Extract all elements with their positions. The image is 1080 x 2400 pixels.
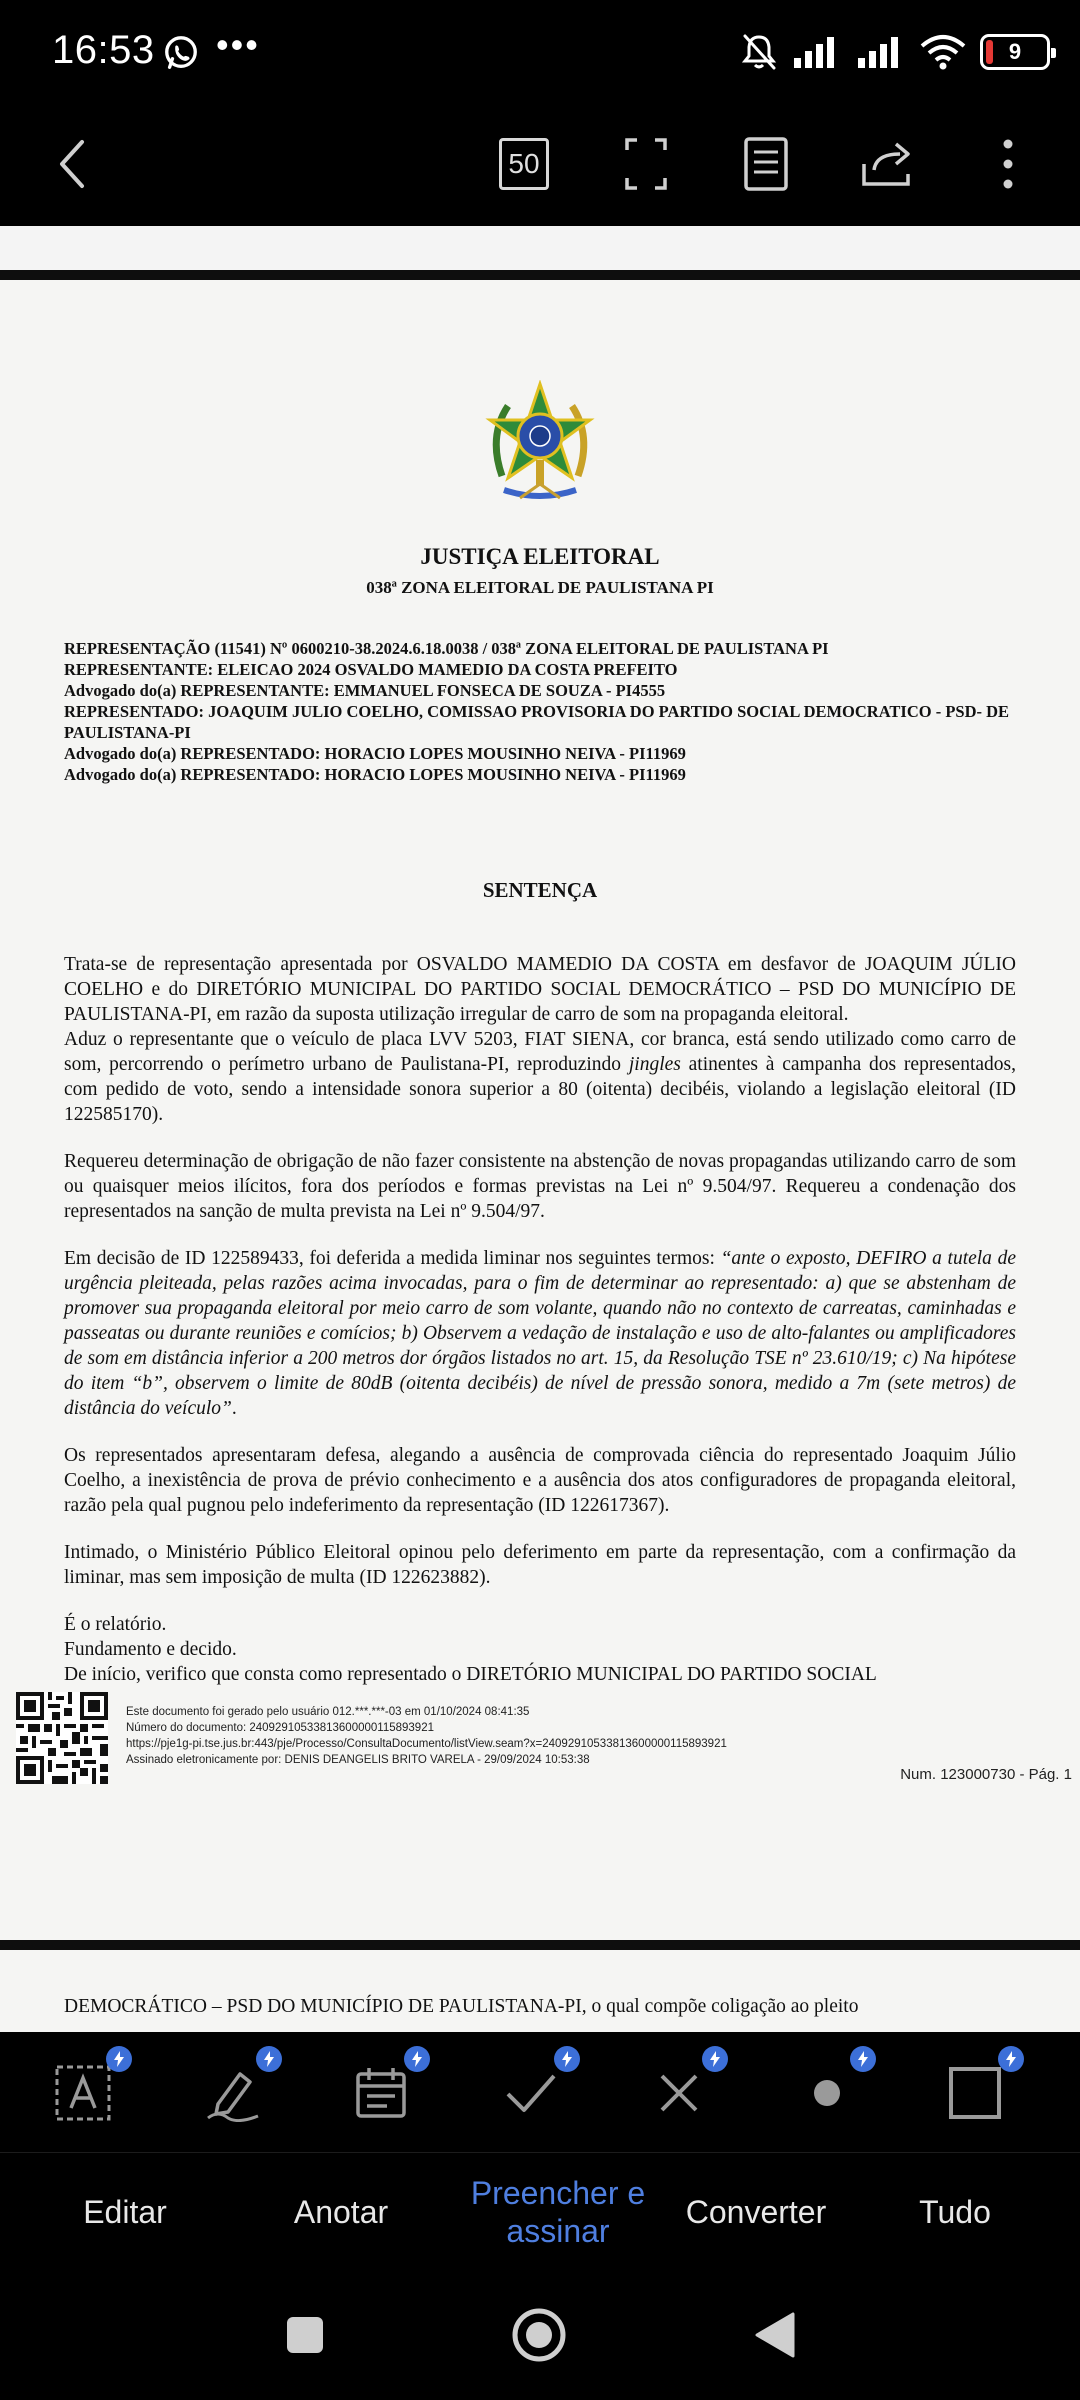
tab-all[interactable]: Tudo	[919, 2194, 991, 2230]
recents-square-icon	[285, 2315, 325, 2355]
tab-annotate[interactable]: Anotar	[293, 2194, 389, 2230]
fullscreen-icon	[623, 136, 669, 192]
previous-page-edge	[0, 226, 1080, 270]
system-nav-bar	[0, 2270, 1080, 2400]
status-time: 16:53	[52, 28, 155, 72]
whatsapp-icon	[162, 34, 200, 72]
battery-icon	[980, 34, 1050, 70]
more-options-button[interactable]	[972, 128, 1044, 200]
fill-sign-tools	[0, 2032, 1080, 2152]
home-button[interactable]	[504, 2300, 574, 2370]
lightning-badge-icon	[850, 2046, 876, 2072]
paragraph: Aduz o representante que o veículo de placa LVV 5203, FIAT SIENA, cor branca, está sendo utilizado como carro de som, percorrendo o perímetro urbano de Paulistana-PI, reproduzindo jingles atinentes à campanha dos representados, com pedido de voto, sendo a intensidade sonora superior a 80 (oitenta) decibéis, violando a legislação eleitoral (ID 122585170).	[64, 1029, 1016, 1125]
text-box-icon	[54, 2064, 112, 2122]
paragraph: Fundamento e decido.	[64, 1639, 237, 1660]
tab-convert[interactable]: Converter	[685, 2194, 827, 2230]
fullscreen-button[interactable]	[610, 128, 682, 200]
dot-icon	[798, 2064, 856, 2122]
page-number: Num. 123000730 - Pág. 1	[900, 1766, 1072, 1783]
case-header-line: REPRESENTAÇÃO (11541) Nº 0600210-38.2024.6.18.0038 / 038ª ZONA ELEITORAL DE PAULISTANA PI	[64, 639, 829, 658]
document-footer	[126, 1704, 727, 1768]
share-icon	[860, 138, 916, 190]
case-header-line: Advogado do(a) REPRESENTADO: HORACIO LOPES MOUSINHO NEIVA - PI11969	[64, 765, 686, 784]
bell-muted-icon	[740, 32, 778, 72]
paragraph: DEMOCRÁTICO – PSD DO MUNICÍPIO DE PAULISTANA-PI, o qual compõe coligação ao pleito	[64, 1996, 859, 2017]
check-mark-icon	[502, 2064, 560, 2122]
qr-code-icon	[16, 1692, 108, 1784]
coat-of-arms-icon	[480, 380, 600, 510]
lightning-badge-icon	[702, 2046, 728, 2072]
back-nav-button[interactable]	[740, 2300, 810, 2370]
tab-fill-sign[interactable]	[450, 2153, 666, 2271]
wifi-icon	[920, 34, 966, 70]
page-count-icon: 50	[499, 138, 549, 190]
paragraph: É o relatório.	[64, 1614, 167, 1635]
check-tool[interactable]	[494, 2056, 568, 2130]
viewer-toolbar	[0, 108, 1080, 226]
section-title: SENTENÇA	[482, 878, 598, 902]
case-header	[64, 638, 1016, 785]
status-bar	[0, 0, 1080, 108]
tab-fill-sign-label: Preencher e	[470, 2175, 646, 2211]
cross-mark-icon	[650, 2064, 708, 2122]
document-viewer[interactable]	[0, 226, 1080, 2032]
document-page-2[interactable]	[0, 1950, 1080, 2032]
document-page-1[interactable]	[0, 280, 1080, 1940]
more-vertical-icon	[998, 134, 1018, 194]
paragraph: Os representados apresentaram defesa, alegando a ausência de comprovada ciência do representado Joaquim Júlio Coelho, a inexistência de prova de prévio conhecimento e a ausência dos atos configuradores de propaganda eleitoral, razão pela qual pugnou pelo indeferimento da representação (ID 122617367).	[64, 1445, 1016, 1516]
footer-line: Número do documento: 24092910533813600000115893921	[126, 1722, 434, 1734]
cross-tool[interactable]	[642, 2056, 716, 2130]
share-button[interactable]	[852, 128, 924, 200]
footer-link[interactable]: https://pje1g-pi.tse.jus.br:443/pje/Processo/ConsultaDocumento/listView.seam?x=24092910533813600000115893921	[126, 1738, 727, 1750]
recents-button[interactable]	[270, 2300, 340, 2370]
lightning-badge-icon	[256, 2046, 282, 2072]
lightning-badge-icon	[106, 2046, 132, 2072]
lightning-badge-icon	[554, 2046, 580, 2072]
signature-pen-icon	[204, 2064, 262, 2122]
page-separator	[0, 270, 1080, 280]
case-header-line: Advogado do(a) REPRESENTADO: HORACIO LOPES MOUSINHO NEIVA - PI11969	[64, 744, 686, 763]
paragraph: Intimado, o Ministério Público Eleitoral opinou pelo deferimento em parte da representação, com a confirmação da liminar, mas sem imposição de multa (ID 122623882).	[64, 1542, 1016, 1588]
back-button[interactable]	[36, 128, 108, 200]
back-triangle-icon	[753, 2310, 797, 2360]
lightning-badge-icon	[404, 2046, 430, 2072]
back-arrow-icon	[52, 134, 92, 194]
signature-tool[interactable]	[196, 2056, 270, 2130]
document-body	[64, 952, 1016, 1687]
dot-tool[interactable]	[790, 2056, 864, 2130]
footer-line: Assinado eletronicamente por: DENIS DEANGELIS BRITO VARELA - 29/09/2024 10:53:38	[126, 1754, 590, 1766]
footer-line: Este documento foi gerado pelo usuário 012.***.***-03 em 01/10/2024 08:41:35	[126, 1706, 530, 1718]
reading-mode-icon	[743, 136, 789, 192]
signal-icon	[792, 34, 842, 70]
case-header-line: REPRESENTANTE: ELEICAO 2024 OSVALDO MAMEDIO DA COSTA PREFEITO	[64, 660, 678, 679]
text-box-tool[interactable]	[46, 2056, 120, 2130]
page-separator	[0, 1940, 1080, 1950]
reading-mode-button[interactable]	[730, 128, 802, 200]
signal-icon	[856, 34, 906, 70]
lightning-badge-icon	[998, 2046, 1024, 2072]
home-circle-icon	[509, 2305, 569, 2365]
court-subtitle: 038ª ZONA ELEITORAL DE PAULISTANA PI	[366, 578, 714, 597]
case-header-line: Advogado do(a) REPRESENTANTE: EMMANUEL FONSECA DE SOUZA - PI4555	[64, 681, 666, 700]
paragraph: De início, verifico que consta como representado o DIRETÓRIO MUNICIPAL DO PARTIDO SOCIAL	[64, 1664, 877, 1685]
rectangle-tool[interactable]	[938, 2056, 1012, 2130]
more-notifications: •••	[216, 24, 260, 65]
tab-edit[interactable]: Editar	[83, 2194, 167, 2230]
court-title: JUSTIÇA ELEITORAL	[420, 544, 660, 569]
tab-fill-sign-label: assinar	[506, 2213, 610, 2249]
case-header-line: REPRESENTADO: JOAQUIM JULIO COELHO, COMISSAO PROVISORIA DO PARTIDO SOCIAL DEMOCRATICO - PSD- DE PAULISTANA-PI	[64, 702, 1010, 742]
paragraph: Requereu determinação de obrigação de não fazer consistente na abstenção de novas propagandas utilizando carro de som ou quaisquer meios ilícitos, fora dos períodos e formas previstas na Lei nº 9.504/97. Requereu a condenação dos representados na sanção de multa prevista na Lei nº 9.504/97.	[64, 1151, 1016, 1222]
paragraph: Trata-se de representação apresentada por OSVALDO MAMEDIO DA COSTA em desfavor de JOAQUIM JÚLIO COELHO e do DIRETÓRIO MUNICIPAL DO PARTIDO SOCIAL DEMOCRÁTICO – PSD DO MUNICÍPIO DE PAULISTANA-PI, em razão da suposta utilização irregular de carro de som na propaganda eleitoral.	[64, 954, 1016, 1025]
rectangle-icon	[946, 2064, 1004, 2122]
bottom-tabs	[0, 2152, 1080, 2270]
page-count-button[interactable]	[488, 128, 560, 200]
date-icon	[352, 2064, 410, 2122]
status-icons	[740, 30, 1050, 74]
paragraph: Em decisão de ID 122589433, foi deferida a medida liminar nos seguintes termos: “ante o exposto, DEFIRO a tutela de urgência pleiteada, pelas razões acima invocadas, para o fim de determinar ao representado: a) que se abstenham de promover sua propaganda eleitoral por meio carro de som volante, quando não no contexto de carreatas, caminhadas e passeatas ou durante reuniões e comícios; b) Observem a vedação de instalação e uso de alto-falantes ou amplificadores de som em distância inferior a 200 metros dor órgãos listados no art. 15, da Resolução TSE nº 23.610/19; c) Na hipótese do item “b”, observem o limite de 80dB (oitenta decibéis) de nível de pressão sonora, medido a 7m (sete metros) de distância do veículo”.	[64, 1248, 1016, 1419]
date-tool[interactable]	[344, 2056, 418, 2130]
battery-level: 9	[1008, 39, 1022, 64]
